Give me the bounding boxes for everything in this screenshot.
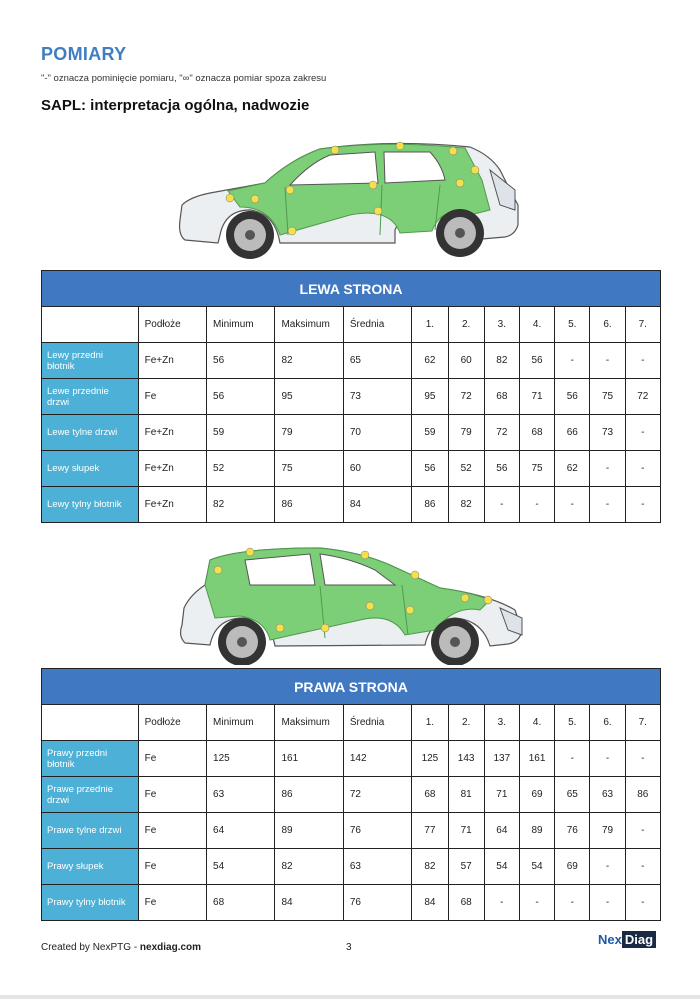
- table-row: [42, 741, 661, 777]
- table-cell: 56: [519, 343, 554, 379]
- right-side-table: [41, 668, 661, 921]
- column-header: 3.: [484, 307, 519, 343]
- table-row: [42, 487, 661, 523]
- table-cell: Fe+Zn: [138, 451, 206, 487]
- table-cell: 73: [590, 415, 625, 451]
- table-cell: Fe: [138, 849, 206, 885]
- row-label: Prawe tylne drzwi: [42, 813, 139, 849]
- table-title: PRAWA STRONA: [42, 669, 661, 705]
- table-cell: -: [590, 451, 625, 487]
- table-row: [42, 451, 661, 487]
- table-cell: 82: [275, 849, 343, 885]
- logo-text-nex: Nex: [598, 932, 622, 947]
- table-cell: 82: [448, 487, 484, 523]
- table-cell: 63: [207, 777, 275, 813]
- row-label: Lewy tylny błotnik: [42, 487, 139, 523]
- row-label: Prawy tylny błotnik: [42, 885, 139, 921]
- table-title: LEWA STRONA: [42, 271, 661, 307]
- table-cell: 56: [207, 379, 275, 415]
- car-left-side-diagram: [170, 135, 530, 260]
- table-cell: Fe: [138, 777, 206, 813]
- column-header: Maksimum: [275, 705, 343, 741]
- table-cell: 82: [412, 849, 448, 885]
- bottom-band: [0, 995, 700, 999]
- table-cell: -: [519, 885, 554, 921]
- table-cell: 79: [275, 415, 343, 451]
- table-cell: 54: [207, 849, 275, 885]
- table-cell: 68: [412, 777, 448, 813]
- table-cell: Fe: [138, 741, 206, 777]
- table-cell: 76: [343, 813, 411, 849]
- footer-link[interactable]: nexdiag.com: [139, 942, 202, 953]
- column-header: 1.: [412, 307, 448, 343]
- table-cell: 62: [412, 343, 448, 379]
- table-cell: 86: [275, 777, 343, 813]
- car-right-side-diagram: [170, 540, 530, 665]
- table-cell: -: [625, 741, 660, 777]
- section-subtitle: SAPL: interpretacja ogólna, nadwozie: [41, 97, 310, 114]
- table-cell: 125: [412, 741, 448, 777]
- column-header: Średnia: [343, 307, 411, 343]
- table-cell: -: [484, 885, 519, 921]
- table-cell: 57: [448, 849, 484, 885]
- table-cell: 72: [343, 777, 411, 813]
- table-cell: -: [625, 885, 660, 921]
- table-cell: -: [555, 741, 590, 777]
- table-cell: 68: [484, 379, 519, 415]
- table-cell: 65: [343, 343, 411, 379]
- column-header: 7.: [625, 307, 660, 343]
- table-row: [42, 343, 661, 379]
- footer-created-text: Created by NexPTG -: [41, 942, 140, 953]
- column-header: Średnia: [343, 705, 411, 741]
- table-row: [42, 849, 661, 885]
- column-header: 6.: [590, 705, 625, 741]
- table-cell: 72: [448, 379, 484, 415]
- table-cell: 72: [625, 379, 660, 415]
- column-header: 2.: [448, 307, 484, 343]
- table-cell: 86: [275, 487, 343, 523]
- table-cell: -: [625, 415, 660, 451]
- table-cell: 73: [343, 379, 411, 415]
- table-cell: 56: [555, 379, 590, 415]
- table-cell: 82: [484, 343, 519, 379]
- table-cell: 63: [343, 849, 411, 885]
- table-cell: 60: [343, 451, 411, 487]
- table-cell: 86: [412, 487, 448, 523]
- table-row: [42, 777, 661, 813]
- left-side-table: [41, 270, 661, 523]
- table-cell: Fe: [138, 813, 206, 849]
- table-cell: 75: [275, 451, 343, 487]
- table-cell: -: [590, 487, 625, 523]
- table-cell: -: [484, 487, 519, 523]
- table-cell: 89: [275, 813, 343, 849]
- table-row: [42, 885, 661, 921]
- table-cell: 161: [519, 741, 554, 777]
- row-label: Prawy słupek: [42, 849, 139, 885]
- logo-text-diag: Diag: [622, 931, 656, 948]
- table-cell: -: [590, 741, 625, 777]
- column-header: Minimum: [207, 307, 275, 343]
- table-cell: Fe+Zn: [138, 415, 206, 451]
- table-cell: -: [625, 451, 660, 487]
- table-cell: 64: [484, 813, 519, 849]
- table-cell: -: [625, 849, 660, 885]
- table-cell: -: [519, 487, 554, 523]
- row-label: Prawe przednie drzwi: [42, 777, 139, 813]
- row-label: Lewy przedni błotnik: [42, 343, 139, 379]
- table-cell: 142: [343, 741, 411, 777]
- table-cell: 71: [519, 379, 554, 415]
- table-cell: 59: [207, 415, 275, 451]
- table-cell: 52: [207, 451, 275, 487]
- table-cell: -: [625, 487, 660, 523]
- table-cell: -: [555, 487, 590, 523]
- table-cell: 84: [343, 487, 411, 523]
- column-header: 5.: [555, 307, 590, 343]
- column-header: 2.: [448, 705, 484, 741]
- table-cell: 68: [448, 885, 484, 921]
- table-cell: -: [590, 343, 625, 379]
- column-header: 3.: [484, 705, 519, 741]
- legend-note: "-" oznacza pominięcie pomiaru, "∞" oznacza pomiar spoza zakresu: [41, 73, 327, 84]
- table-cell: 62: [555, 451, 590, 487]
- table-cell: 125: [207, 741, 275, 777]
- table-cell: 69: [519, 777, 554, 813]
- table-cell: 56: [207, 343, 275, 379]
- table-cell: Fe+Zn: [138, 343, 206, 379]
- column-header: 5.: [555, 705, 590, 741]
- table-cell: 86: [625, 777, 660, 813]
- table-cell: 68: [207, 885, 275, 921]
- table-cell: 52: [448, 451, 484, 487]
- column-header: Podłoże: [138, 705, 206, 741]
- table-cell: 59: [412, 415, 448, 451]
- table-cell: 82: [275, 343, 343, 379]
- column-header: 7.: [625, 705, 660, 741]
- column-header: 6.: [590, 307, 625, 343]
- column-header: 4.: [519, 705, 554, 741]
- corner-cell: [42, 705, 139, 741]
- column-header: Podłoże: [138, 307, 206, 343]
- table-cell: 54: [519, 849, 554, 885]
- table-cell: 82: [207, 487, 275, 523]
- table-cell: 63: [590, 777, 625, 813]
- table-cell: 68: [519, 415, 554, 451]
- row-label: Lewy słupek: [42, 451, 139, 487]
- table-cell: 81: [448, 777, 484, 813]
- table-cell: 69: [555, 849, 590, 885]
- table-cell: 161: [275, 741, 343, 777]
- row-label: Lewe tylne drzwi: [42, 415, 139, 451]
- table-row: [42, 415, 661, 451]
- table-cell: 70: [343, 415, 411, 451]
- table-cell: Fe+Zn: [138, 487, 206, 523]
- table-cell: 77: [412, 813, 448, 849]
- row-label: Prawy przedni błotnik: [42, 741, 139, 777]
- table-cell: Fe: [138, 379, 206, 415]
- page-title: POMIARY: [41, 44, 127, 64]
- table-cell: 54: [484, 849, 519, 885]
- table-cell: 76: [555, 813, 590, 849]
- column-header: Minimum: [207, 705, 275, 741]
- table-cell: 71: [448, 813, 484, 849]
- footer-credit: [41, 942, 201, 953]
- table-cell: 95: [275, 379, 343, 415]
- column-header: 4.: [519, 307, 554, 343]
- page-number: 3: [346, 942, 352, 953]
- table-row: [42, 379, 661, 415]
- table-cell: -: [555, 343, 590, 379]
- table-cell: -: [625, 813, 660, 849]
- table-cell: -: [625, 343, 660, 379]
- table-cell: 143: [448, 741, 484, 777]
- table-cell: 65: [555, 777, 590, 813]
- table-cell: 84: [275, 885, 343, 921]
- table-cell: 79: [448, 415, 484, 451]
- column-header: Maksimum: [275, 307, 343, 343]
- table-cell: 75: [519, 451, 554, 487]
- table-cell: 56: [412, 451, 448, 487]
- table-cell: 64: [207, 813, 275, 849]
- table-cell: -: [590, 885, 625, 921]
- table-cell: 84: [412, 885, 448, 921]
- table-cell: 72: [484, 415, 519, 451]
- row-label: Lewe przednie drzwi: [42, 379, 139, 415]
- nexdiag-logo: [598, 932, 662, 954]
- table-row: [42, 813, 661, 849]
- corner-cell: [42, 307, 139, 343]
- table-cell: -: [555, 885, 590, 921]
- table-cell: 79: [590, 813, 625, 849]
- table-cell: 95: [412, 379, 448, 415]
- column-header-row: [42, 705, 661, 741]
- table-cell: 89: [519, 813, 554, 849]
- table-cell: 66: [555, 415, 590, 451]
- table-cell: Fe: [138, 885, 206, 921]
- column-header: 1.: [412, 705, 448, 741]
- table-cell: 137: [484, 741, 519, 777]
- table-cell: 60: [448, 343, 484, 379]
- table-cell: 76: [343, 885, 411, 921]
- table-cell: 75: [590, 379, 625, 415]
- table-cell: -: [590, 849, 625, 885]
- table-cell: 71: [484, 777, 519, 813]
- column-header-row: [42, 307, 661, 343]
- table-cell: 56: [484, 451, 519, 487]
